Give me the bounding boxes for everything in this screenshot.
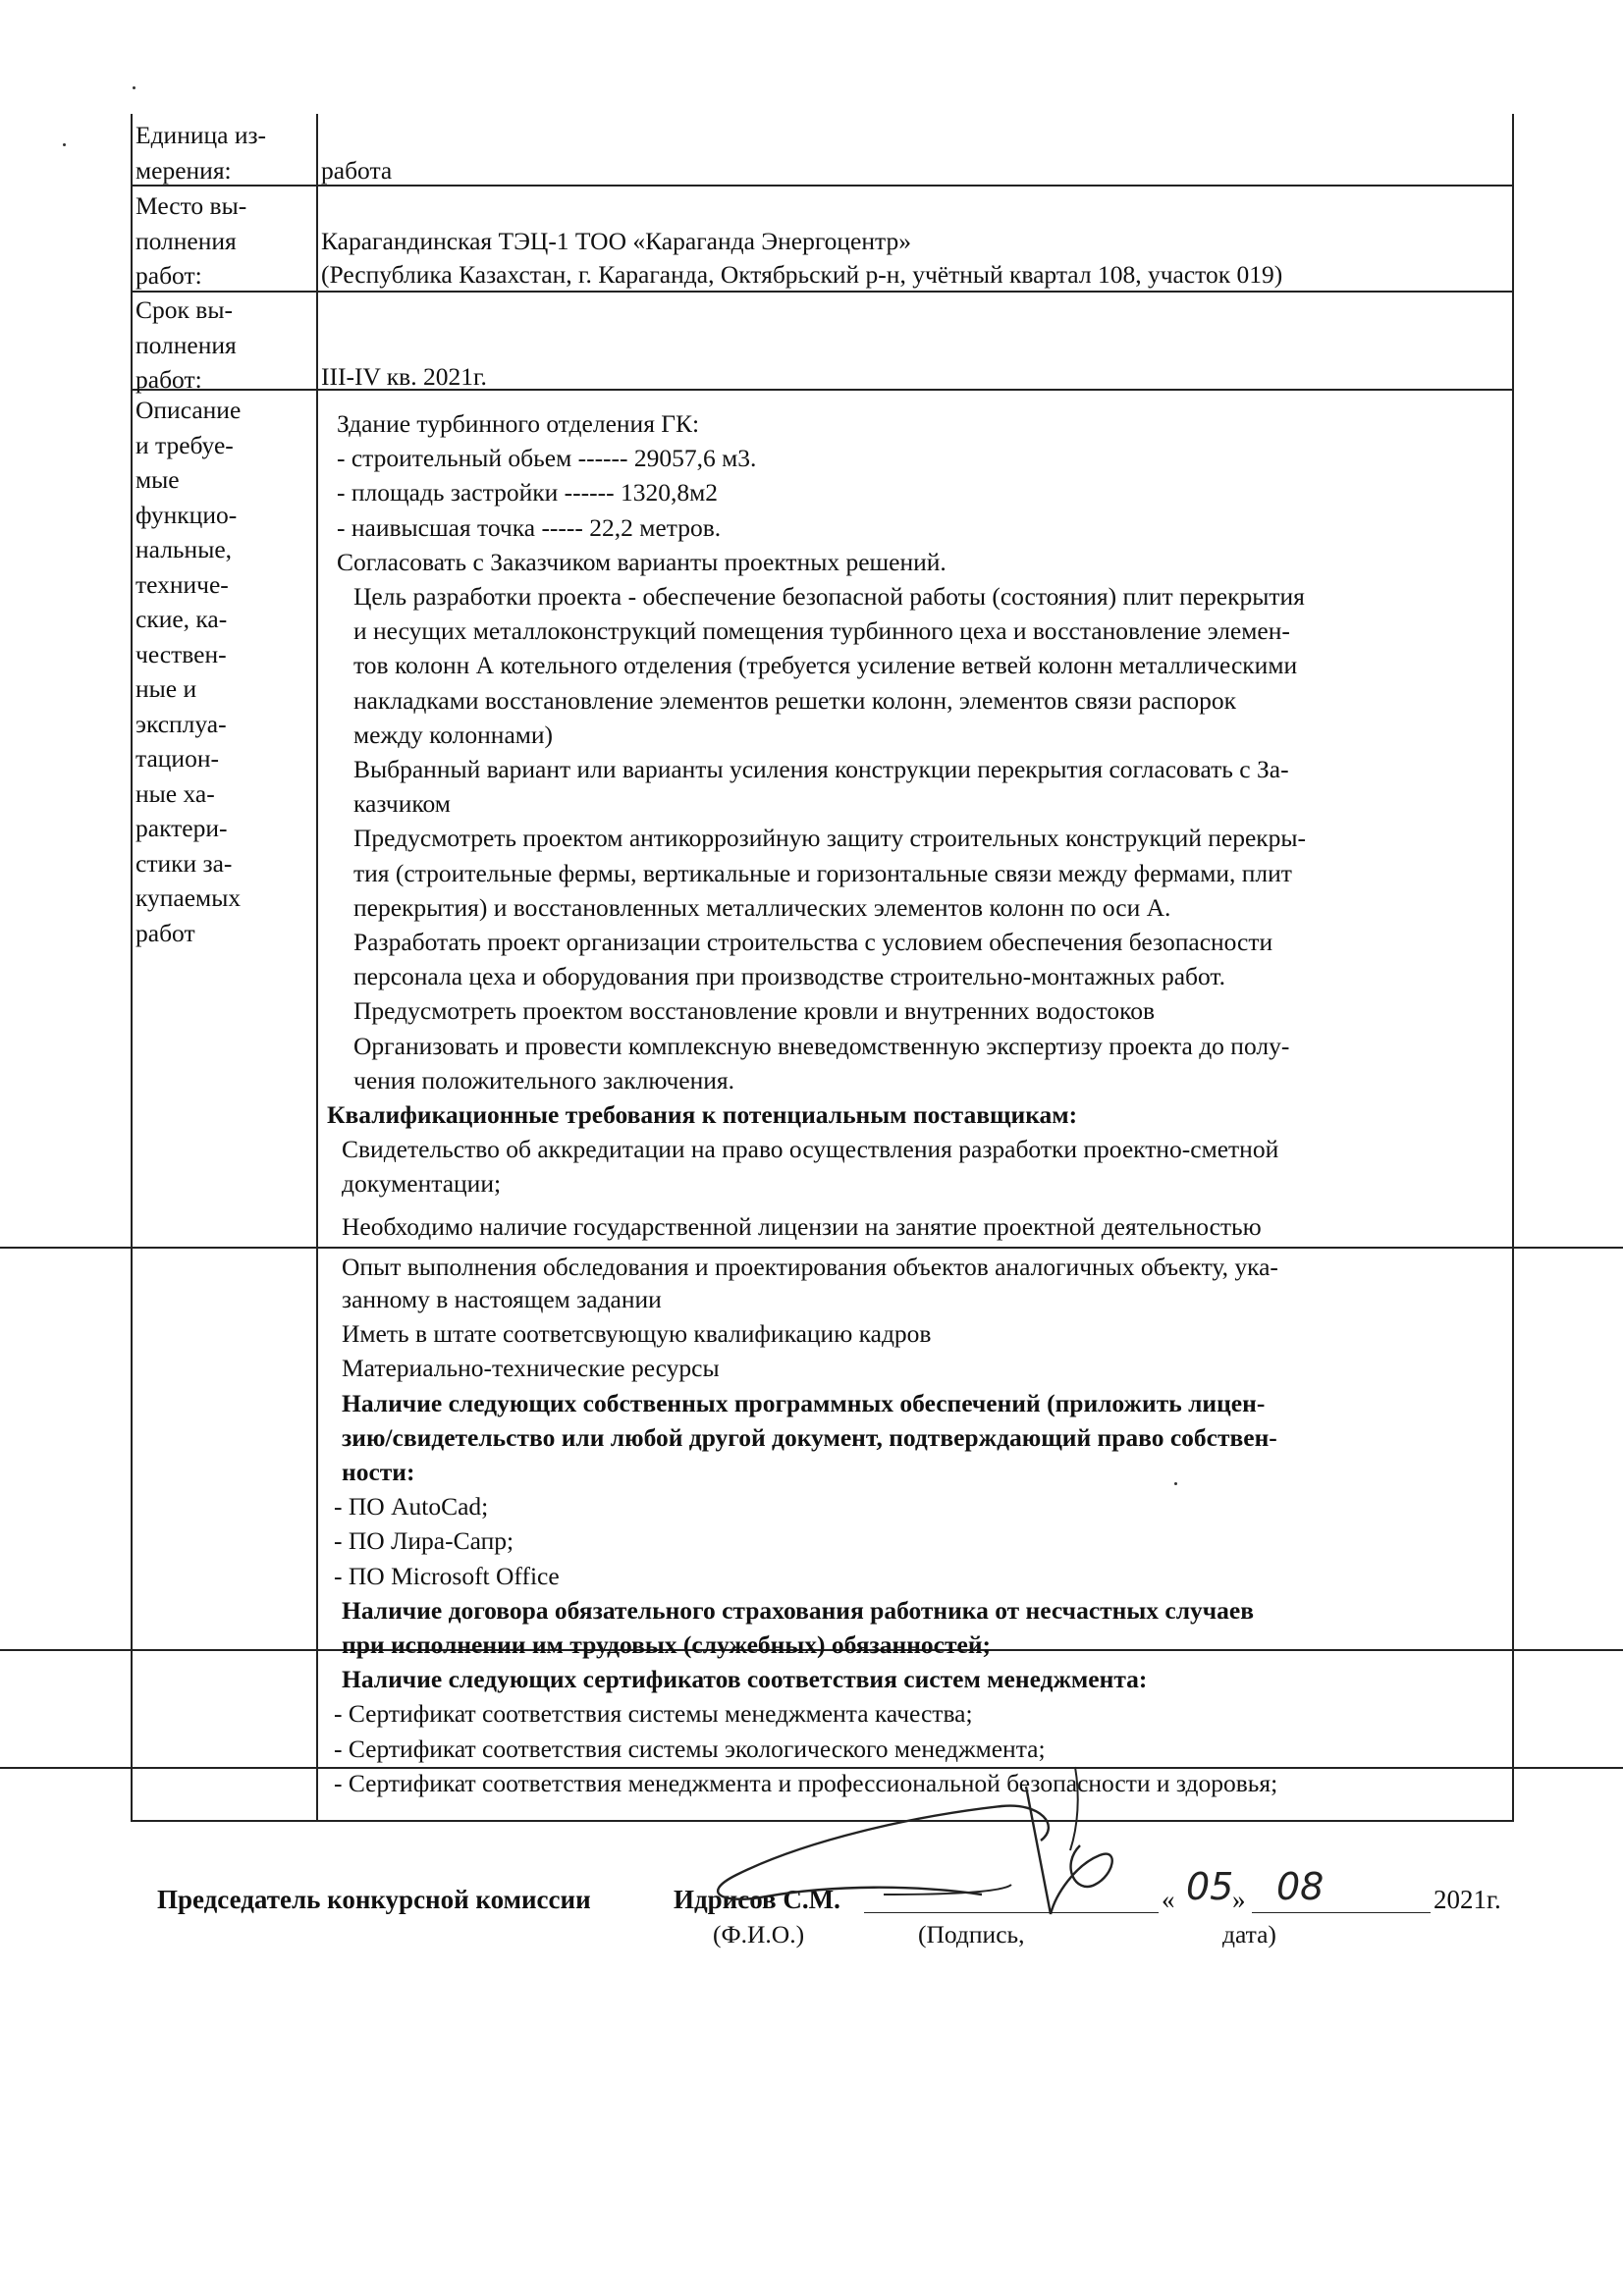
description-line: перекрытия) и восстановленных металлических элементов колонн по оси А. — [353, 892, 1171, 922]
description-line: чения положительного заключения. — [353, 1065, 734, 1095]
description-line: Свидетельство об аккредитации на право осуществления разработки проектно-сметной — [342, 1135, 1279, 1164]
description-line: тов колонн А котельного отделения (требуется усиление ветвей колонн металлическими — [353, 651, 1298, 680]
description-line: Иметь в штате соответсвующую квалификацию кадров — [342, 1319, 932, 1349]
description-line: между колоннами) — [353, 720, 554, 749]
fio-caption: (Ф.И.О.) — [713, 1920, 805, 1949]
description-line: - площадь застройки ------ 1320,8м2 — [337, 478, 718, 507]
description-line: Здание турбинного отделения ГК: — [337, 409, 700, 438]
table-left-border — [131, 114, 133, 1822]
description-line: Опыт выполнения обследования и проектирования объектов аналогичных объекту, ука- — [342, 1252, 1278, 1281]
label-description: Описание и требуе- мые функцио- нальные, техниче- ские, ка- чествен- ные и эксплуа- тацион- ные ха- рактери- стики за- купаемых работ — [135, 396, 242, 947]
date-year: 2021г. — [1434, 1885, 1501, 1914]
description-line: Наличие следующих собственных программных обеспечений (приложить лицен- — [342, 1388, 1266, 1417]
description-line: и несущих металлоконструкций помещения турбинного цеха и восстановление элемен- — [353, 616, 1290, 646]
description-line: - Сертификат соответствия менеджмента и профессиональной безопасности и здоровья; — [334, 1768, 1278, 1797]
value-place-line2: (Республика Казахстан, г. Караганда, Октябрьский р-н, учётный квартал 108, участок 019) — [321, 260, 1283, 289]
description-line: Разработать проект организации строительства с условием обеспечения безопасности — [353, 928, 1273, 956]
description-line: - строительный обьем ------ 29057,6 м3. — [337, 444, 757, 473]
description-line: Предусмотреть проектом восстановление кровли и внутренних водостоков — [353, 996, 1155, 1026]
chairman-name: Идрисов С.М. — [674, 1885, 840, 1914]
description-line: занному в настоящем задании — [342, 1285, 662, 1313]
chairman-label: Председатель конкурсной комиссии — [157, 1885, 591, 1914]
scan-artifact — [1174, 1482, 1177, 1485]
label-term: Срок вы- полнения работ: — [135, 295, 237, 394]
date-month: 08 — [1276, 1865, 1325, 1908]
description-line: Необходимо наличие государственной лицензии на занятие проектной деятельностью — [342, 1211, 1262, 1241]
signature-caption: (Подпись, — [918, 1920, 1025, 1949]
description-line: - ПО Лира-Сапр; — [334, 1526, 514, 1556]
description-line: Организовать и провести комплексную вневедомственную экспертизу проекта до полу- — [353, 1031, 1290, 1060]
description-line: казчиком — [353, 789, 451, 819]
month-line — [1252, 1912, 1431, 1913]
date-caption: дата) — [1222, 1920, 1276, 1949]
label-unit: Единица из- мерения: — [135, 121, 267, 185]
handwritten-signature — [687, 1747, 1139, 1924]
date-quote-open: « — [1162, 1885, 1175, 1914]
description-line: Квалификационные требования к потенциальным поставщикам: — [327, 1100, 1078, 1129]
description-line: Согласовать с Заказчиком варианты проектных решений. — [337, 547, 947, 576]
description-line: ности: — [342, 1458, 415, 1486]
date-quote-close: » — [1232, 1885, 1246, 1914]
description-line: - Сертификат соответствия системы экологического менеджмента; — [334, 1734, 1046, 1763]
description-line: документации; — [342, 1169, 502, 1199]
description-line: Предусмотреть проектом антикоррозийную защиту строительных конструкций перекры- — [353, 824, 1307, 853]
scan-artifact — [133, 86, 135, 89]
description-line: зию/свидетельство или любой другой документ, подтверждающий право собствен- — [342, 1422, 1277, 1452]
description-line: Наличие следующих сертификатов соответствия систем менеджмента: — [342, 1665, 1148, 1694]
description-line: - Сертификат соответствия системы менеджмента качества; — [334, 1699, 973, 1729]
description-line: - ПО Microsoft Office — [334, 1561, 560, 1590]
date-day: 05 — [1186, 1865, 1234, 1908]
value-unit: работа — [321, 156, 393, 185]
description-line: персонала цеха и оборудования при производстве строительно-монтажных работ. — [353, 962, 1226, 991]
description-line: накладками восстановление элементов решетки колонн, элементов связи распорок — [353, 685, 1236, 715]
value-place-line1: Карагандинская ТЭЦ-1 ТОО «Караганда Энергоцентр» — [321, 227, 911, 255]
value-term: III-IV кв. 2021г. — [321, 362, 487, 391]
label-place: Место вы- полнения работ: — [135, 191, 247, 290]
description-line: Материально-технические ресурсы — [342, 1354, 720, 1383]
description-line: Наличие договора обязательного страхования работника от несчастных случаев — [342, 1595, 1254, 1625]
description-line: - ПО AutoCad; — [334, 1492, 489, 1522]
description-line: Цель разработки проекта - обеспечение безопасной работы (состояния) плит перекрытия — [353, 582, 1305, 611]
description-line: при исполнении им трудовых (служебных) обязанностей; — [342, 1630, 992, 1659]
page-break-line — [0, 1247, 1623, 1249]
description-line: Выбранный вариант или варианты усиления конструкции перекрытия согласовать с За- — [353, 755, 1289, 783]
scan-artifact — [63, 143, 66, 146]
description-line: тия (строительные фермы, вертикальные и горизонтальные связи между фермами, плит — [353, 858, 1292, 887]
description-line: - наивысшая точка ----- 22,2 метров. — [337, 512, 722, 542]
